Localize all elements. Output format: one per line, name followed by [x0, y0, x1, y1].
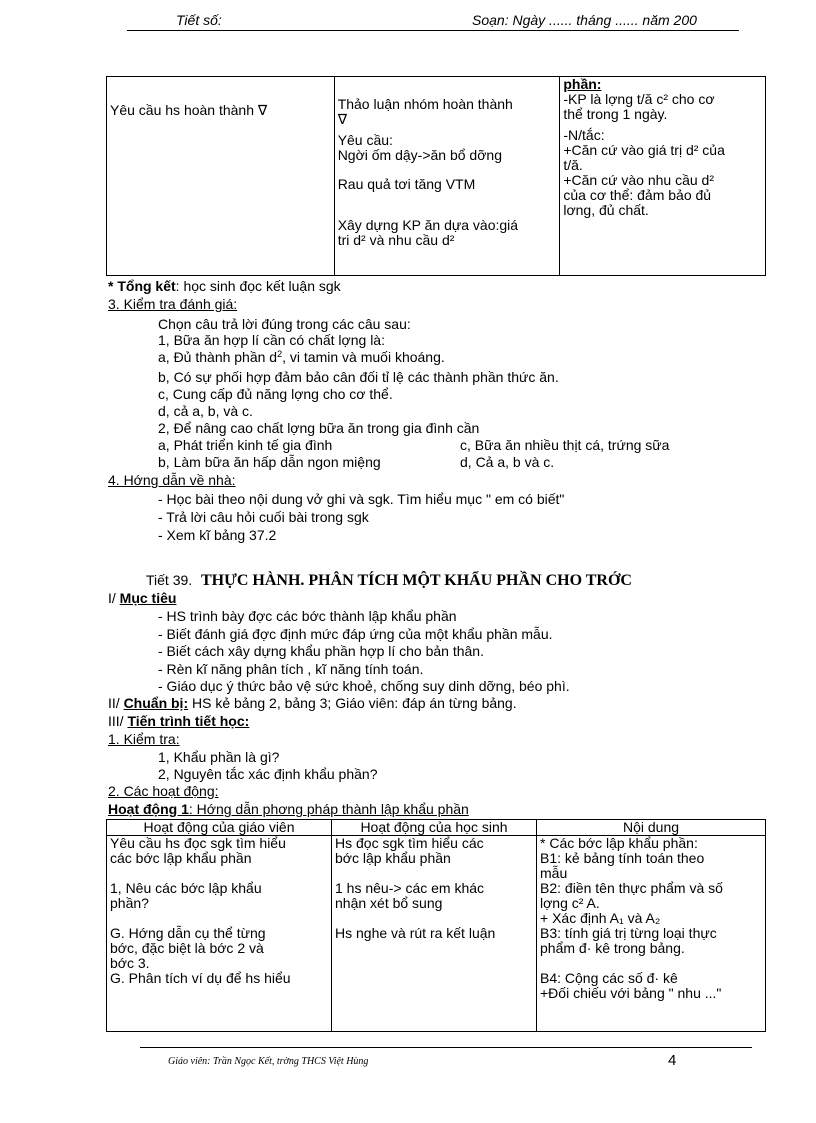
- table1-cell-line: Xây dựng KP ăn dựa vào:giá: [337, 217, 519, 233]
- table2-cell-line: [110, 866, 328, 881]
- assessment-line: b, Làm bữa ăn hấp dẫn ngon miệng: [158, 454, 381, 470]
- check-heading: 1. Kiểm tra:: [108, 731, 180, 747]
- table1-cell-line: -KP là lợng t/ă c² cho cơ: [563, 91, 715, 107]
- footer-rule: [140, 1047, 752, 1048]
- column-header: Hoạt động của giáo viên: [107, 820, 332, 836]
- table2-cell-line: 1, Nêu các bớc lập khẩu: [110, 880, 262, 896]
- process-heading: III/ Tiến trình tiết học:: [108, 713, 250, 729]
- table1-cell-line: t/ă.: [563, 157, 583, 173]
- objective-item: - Biết cách xây dựng khẩu phần hợp lí cho bản thân.: [158, 643, 484, 659]
- homework-line: - Xem kĩ bảng 37.2: [158, 527, 277, 543]
- table2-cell-line: lợng c² A.: [540, 895, 600, 911]
- page-number: 4: [668, 1052, 677, 1069]
- homework-heading: 4. Hớng dẫn về nhà:: [108, 472, 236, 488]
- preparation-line: II/ Chuẩn bị: HS kẻ bảng 2, bảng 3; Giáo viên: đáp án từng bảng.: [108, 695, 517, 711]
- activity1-heading: Hoạt động 1: Hớng dẫn phơng pháp thành lập khẩu phần: [108, 801, 469, 817]
- table2-cell-line: B1: kẻ bảng tính toán theo: [540, 850, 705, 866]
- objectives-heading: I/ Mục tiêu: [108, 590, 177, 606]
- assessment-line: d, cả a, b, và c.: [158, 403, 253, 419]
- summary-label: * Tổng kết: [108, 278, 176, 294]
- table2-cell-line: [335, 911, 533, 926]
- table2-cell-line: B2: điền tên thực phẩm và số: [540, 880, 723, 896]
- check-item: 2, Nguyên tắc xác định khẩu phần?: [158, 766, 378, 782]
- assessment-line: d, Cả a, b và c.: [460, 454, 555, 470]
- table1-cell-line: Ngời ốm dậy->ăn bổ dỡng: [337, 147, 502, 163]
- table2-cell-line: Yêu cầu hs đọc sgk tìm hiểu: [110, 835, 286, 851]
- table2-cell-line: bớc lập khẩu phần: [335, 850, 451, 866]
- column-header: Nội dung: [537, 820, 766, 836]
- table2-cell-line: G. Hớng dẫn cụ thể từng: [110, 925, 266, 941]
- assessment-line: a, Phát triển kinh tế gia đình: [158, 437, 333, 453]
- lesson-title: THỰC HÀNH. PHÂN TÍCH MỘT KHẨU PHẦN CHO TRỚC: [201, 572, 632, 589]
- table1-col2: [334, 77, 560, 276]
- table1-cell-line: phần:: [563, 76, 602, 92]
- assessment-line: 1, Bữa ăn hợp lí cần có chất lợng là:: [158, 332, 385, 348]
- table2-cell-line: Hs nghe và rút ra kết luận: [335, 925, 496, 941]
- table1-cell-line: +Căn cứ vào giá trị d² của: [563, 142, 725, 158]
- table1-cell-line: Yêu cầu:: [337, 132, 393, 148]
- table2-cell-line: * Các bớc lập khẩu phần:: [540, 835, 698, 851]
- assessment-line: a, Đủ thành phần $d^2$, vi tamin và muối khoáng.: [158, 349, 445, 365]
- table1-cell-line: Yêu cầu hs hoàn thành ∇: [110, 102, 268, 118]
- table2-cell-line: phẩm đ· kê trong bảng.: [540, 940, 685, 956]
- homework-line: - Học bài theo nội dung vở ghi và sgk. Tìm hiểu mục " em có biết": [158, 491, 565, 507]
- table2-cell-line: phần?: [110, 895, 149, 911]
- prepared-date-label: Soạn: Ngày ...... tháng ...... năm 200: [472, 12, 697, 28]
- table2-cell-line: G. Phân tích ví dụ để hs hiểu: [110, 970, 291, 986]
- objective-item: - Biết đánh giá đợc định mức đáp ứng của một khẩu phần mẫu.: [158, 626, 553, 642]
- teacher-name: Giáo viên: Trần Ngọc Kết, trờng THCS Việt Hùng: [168, 1056, 369, 1067]
- assessment-line: 2, Để nâng cao chất lợng bữa ăn trong gia đình cần: [158, 420, 480, 436]
- table2-cell-line: Hs đọc sgk tìm hiểu các: [335, 835, 484, 851]
- table1-cell-line: của cơ thể: đảm bảo đủ: [563, 187, 712, 203]
- activity-table: [106, 819, 766, 1032]
- table2-cell-line: mẫu: [540, 865, 568, 881]
- objective-item: - Giáo dục ý thức bảo vệ sức khoẻ, chống suy dinh dỡng, béo phì.: [158, 678, 570, 694]
- homework-line: - Trả lời câu hỏi cuối bài trong sgk: [158, 509, 369, 525]
- summary-text: : học sinh đọc kết luận sgk: [175, 278, 341, 294]
- table2-cell-line: bớc 3.: [110, 955, 150, 971]
- table2-cell-line: B4: Cộng các số đ· kê: [540, 970, 678, 986]
- continuation-table: [106, 76, 766, 276]
- table2-cell-line: các bớc lập khẩu phần: [110, 850, 252, 866]
- table1-cell-line: Rau quả tơi tăng VTM: [337, 176, 476, 192]
- activities-heading: 2. Các hoạt động:: [108, 783, 219, 799]
- table2-cell-line: nhận xét bổ sung: [335, 895, 443, 911]
- assessment-line: Chọn câu trả lời đúng trong các câu sau:: [158, 316, 411, 332]
- lesson-number-label: Tiết số:: [176, 12, 222, 28]
- column-header: Hoạt động của học sinh: [332, 820, 537, 836]
- assessment-line: c, Bữa ăn nhiều thịt cá, trứng sữa: [460, 437, 670, 453]
- table2-cell-line: [110, 911, 328, 926]
- objective-item: - HS trình bày đợc các bớc thành lập khẩu phần: [158, 608, 457, 624]
- table2-cell-line: + Xác định A₁ và A₂: [540, 910, 661, 926]
- table1-cell-line: -N/tắc:: [563, 127, 605, 143]
- assessment-heading: 3. Kiểm tra đánh giá:: [108, 296, 238, 312]
- table1-cell-line: lơng, đủ chất.: [563, 202, 649, 218]
- summary-line: [108, 279, 341, 294]
- table2-col3: [537, 836, 766, 1032]
- table1-col3: [560, 77, 766, 276]
- table1-cell-line: tri d² và nhu cầu d²: [337, 232, 455, 248]
- table2-col2: [332, 836, 537, 1032]
- assessment-line: b, Có sự phối hợp đảm bảo cân đối tỉ lệ các thành phần thức ăn.: [158, 369, 559, 385]
- assessment-line: c, Cung cấp đủ năng lợng cho cơ thể.: [158, 386, 393, 402]
- table2-cell-line: bớc, đặc biệt là bớc 2 và: [110, 940, 264, 956]
- objective-item: - Rèn kĩ năng phân tích , kĩ năng tính toán.: [158, 661, 424, 677]
- table2-cell-line: B3: tính giá trị từng loại thực: [540, 925, 717, 941]
- table1-cell-line: ∇: [337, 111, 348, 127]
- table1-cell-line: thể trong 1 ngày.: [563, 106, 668, 122]
- header-rule: [127, 30, 739, 31]
- table1-cell-line: +Căn cứ vào nhu cầu d²: [563, 172, 714, 188]
- table2-col1: [107, 836, 332, 1032]
- table1-col1: [107, 77, 335, 276]
- table2-cell-line: [335, 866, 533, 881]
- lesson-number: Tiết 39.: [146, 572, 193, 588]
- table1-cell-line: Thảo luận nhóm hoàn thành: [337, 96, 513, 112]
- table2-cell-line: +Đối chiếu với bảng " nhu ...": [540, 985, 722, 1001]
- check-item: 1, Khẩu phần là gì?: [158, 749, 280, 765]
- table2-cell-line: 1 hs nêu-> các em khác: [335, 880, 485, 896]
- table2-cell-line: [540, 956, 762, 971]
